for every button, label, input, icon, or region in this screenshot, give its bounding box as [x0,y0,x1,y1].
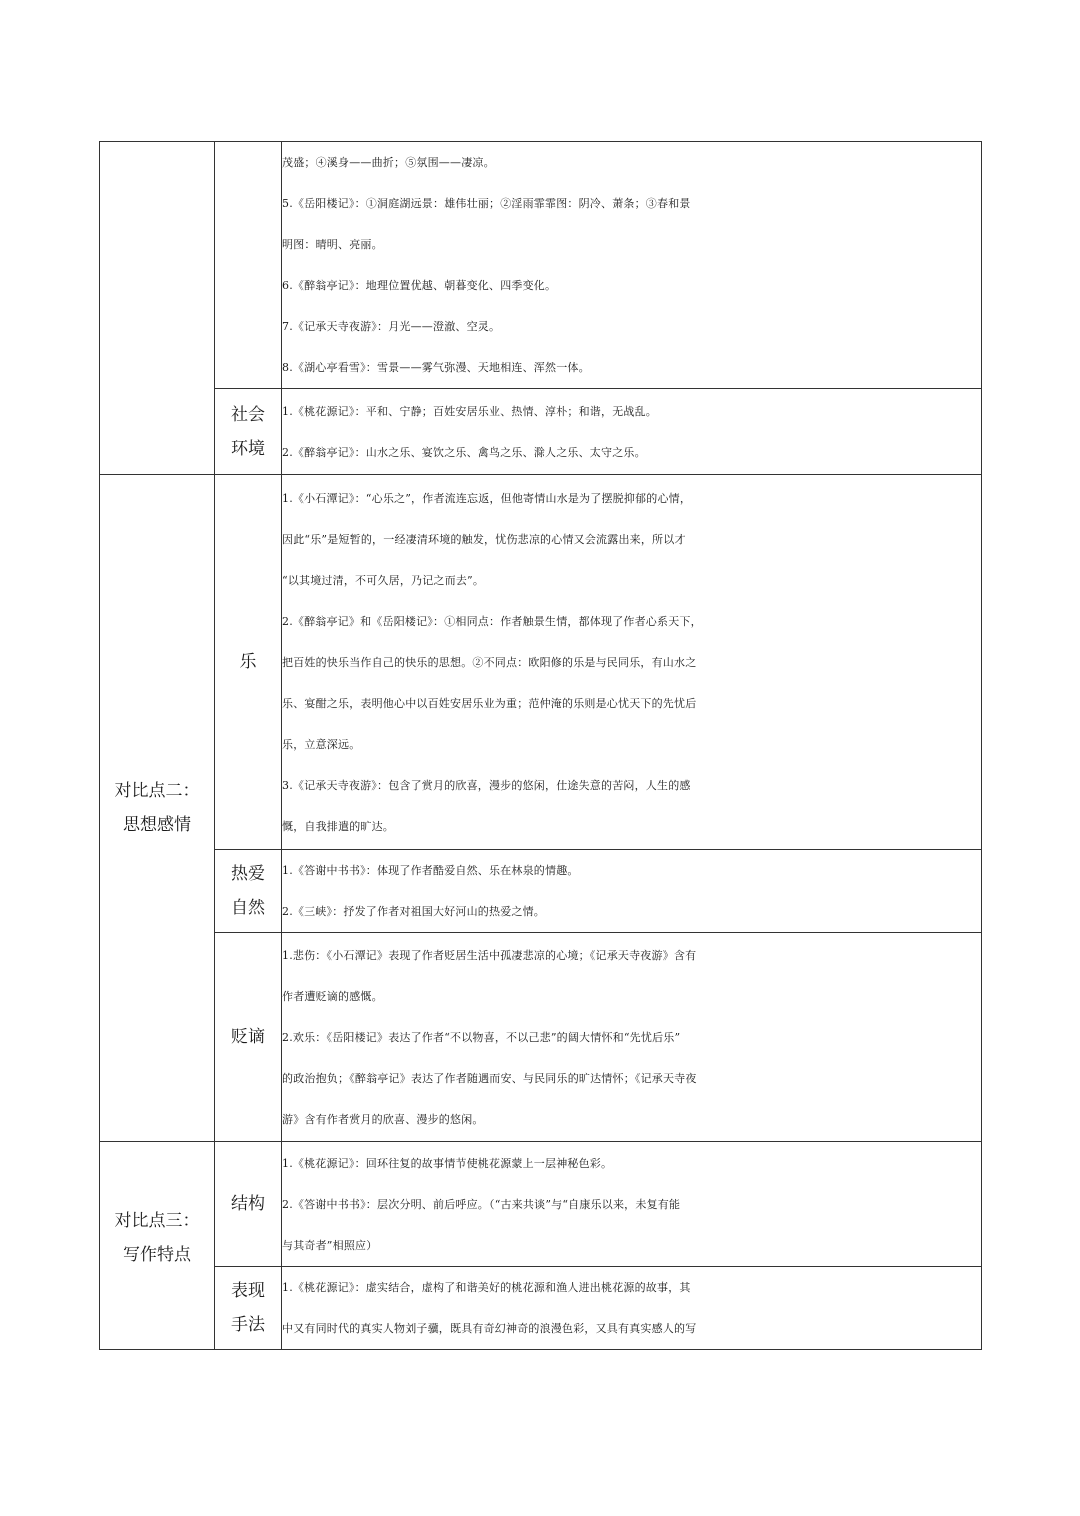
content-cell-exile [282,933,982,1142]
category-label: 写作特点 [123,1245,191,1265]
content-line: 乐，立意深远。 [282,737,361,751]
subcategory-label: 乐 [239,652,257,672]
table-row [100,475,982,850]
content-line: 慨，自我排遣的旷达。 [282,819,394,833]
content-line: 2.欢乐：《岳阳楼记》表达了作者“不以物喜，不以己悲”的阔大情怀和“先忧后乐” [282,1030,681,1044]
content-line: 1.《小石潭记》：“心乐之”，作者流连忘返，但他寄情山水是为了摆脱抑郁的心情， [282,491,692,505]
content-line: 2.《答谢中书书》：层次分明、前后呼应。（“古来共谈”与“自康乐以来，未复有能 [282,1197,681,1211]
content-line: 与其奇者”相照应） [282,1238,378,1252]
subcategory-cell-joy [215,475,282,850]
content-line: 2.《醉翁亭记》和《岳阳楼记》：①相同点：作者触景生情，都体现了作者心系天下， [282,614,702,628]
table-row [100,389,982,475]
subcategory-label: 结构 [231,1194,265,1214]
content-line: 因此“乐”是短暂的，一经凄清环境的触发，忧伤悲凉的心情又会流露出来，所以才 [282,532,686,546]
content-cell-scenery [282,142,982,389]
table-row [100,1267,982,1350]
content-line: 3.《记承天寺夜游》：包含了赏月的欣喜，漫步的悠闲，仕途失意的苦闷，人生的感 [282,778,691,792]
content-line: 8.《湖心亭看雪》：雪景——雾气弥漫、天地相连、浑然一体。 [282,361,590,374]
comparison-table [99,141,982,1350]
content-line: 1.悲伤：《小石潭记》表现了作者贬居生活中孤凄悲凉的心境；《记承天寺夜游》含有 [282,948,697,962]
subcategory-label: 手法 [231,1315,265,1335]
content-line: 乐、宴酣之乐，表明他心中以百姓安居乐业为重；范仲淹的乐则是心忧天下的先忧后 [282,696,697,710]
content-cell-technique [282,1267,982,1350]
category-cell-blank [100,142,215,475]
content-line: 作者遭贬谪的感慨。 [282,989,383,1003]
content-line: 明图：晴明、亮丽。 [282,238,383,251]
content-line: 1.《桃花源记》：平和、宁静；百姓安居乐业、热情、淳朴；和谐，无战乱。 [282,404,657,418]
content-cell-structure [282,1142,982,1267]
content-line: “以其境过清，不可久居，乃记之而去”。 [282,573,485,587]
content-line: 1.《桃花源记》：虚实结合，虚构了和谐美好的桃花源和渔人进出桃花源的故事，其 [282,1281,691,1294]
subcategory-label: 热爱 [231,864,265,884]
subcategory-cell-nature [215,850,282,933]
content-line: 1.《桃花源记》：回环往复的故事情节使桃花源蒙上一层神秘色彩。 [282,1156,613,1170]
table-row [100,142,982,389]
content-cell-social [282,389,982,475]
subcategory-cell-social [215,389,282,475]
category-label: 思想感情 [123,815,191,835]
subcategory-label: 环境 [231,438,265,459]
content-line: 的政治抱负；《醉翁亭记》表达了作者随遇而安、与民同乐的旷达情怀；《记承天寺夜 [282,1071,697,1085]
category-label: 对比点二： [114,781,200,801]
content-cell-nature [282,850,982,933]
content-line: 6.《醉翁亭记》：地理位置优越、朝暮变化、四季变化。 [282,279,557,292]
table-row [100,933,982,1142]
content-line: 5.《岳阳楼记》：①洞庭湖远景：雄伟壮丽；②淫雨霏霏图：阴冷、萧条；③春和景 [282,197,691,210]
content-line: 茂盛；④溪身——曲折；⑤氛围——凄凉。 [282,156,495,169]
subcategory-cell-exile [215,933,282,1142]
subcategory-cell-technique [215,1267,282,1350]
category-cell-writing [100,1142,215,1350]
table-row [100,1142,982,1267]
subcategory-cell-structure [215,1142,282,1267]
subcategory-label: 贬谪 [231,1027,265,1047]
content-line: 1.《答谢中书书》：体现了作者酷爱自然、乐在林泉的情趣。 [282,864,579,877]
content-line: 2.《醉翁亭记》：山水之乐、宴饮之乐、禽鸟之乐、滁人之乐、太守之乐。 [282,445,646,459]
content-line: 中又有同时代的真实人物刘子骥，既具有奇幻神奇的浪漫色彩，又具有真实感人的写 [282,1322,697,1335]
subcategory-label: 自然 [231,898,265,918]
table-row [100,850,982,933]
subcategory-label: 社会 [231,404,265,425]
content-line: 7.《记承天寺夜游》：月光——澄澈、空灵。 [282,320,501,333]
category-cell-thoughts [100,475,215,1142]
category-label: 对比点三： [114,1211,200,1231]
subcategory-label: 表现 [231,1281,265,1301]
content-line: 游》含有作者赏月的欣喜、漫步的悠闲。 [282,1112,484,1126]
subcategory-cell-blank [215,142,282,389]
content-line: 把百姓的快乐当作自己的快乐的思想。②不同点：欧阳修的乐是与民同乐，有山水之 [282,655,697,669]
content-cell-joy [282,475,982,850]
content-line: 2.《三峡》：抒发了作者对祖国大好河山的热爱之情。 [282,905,545,918]
